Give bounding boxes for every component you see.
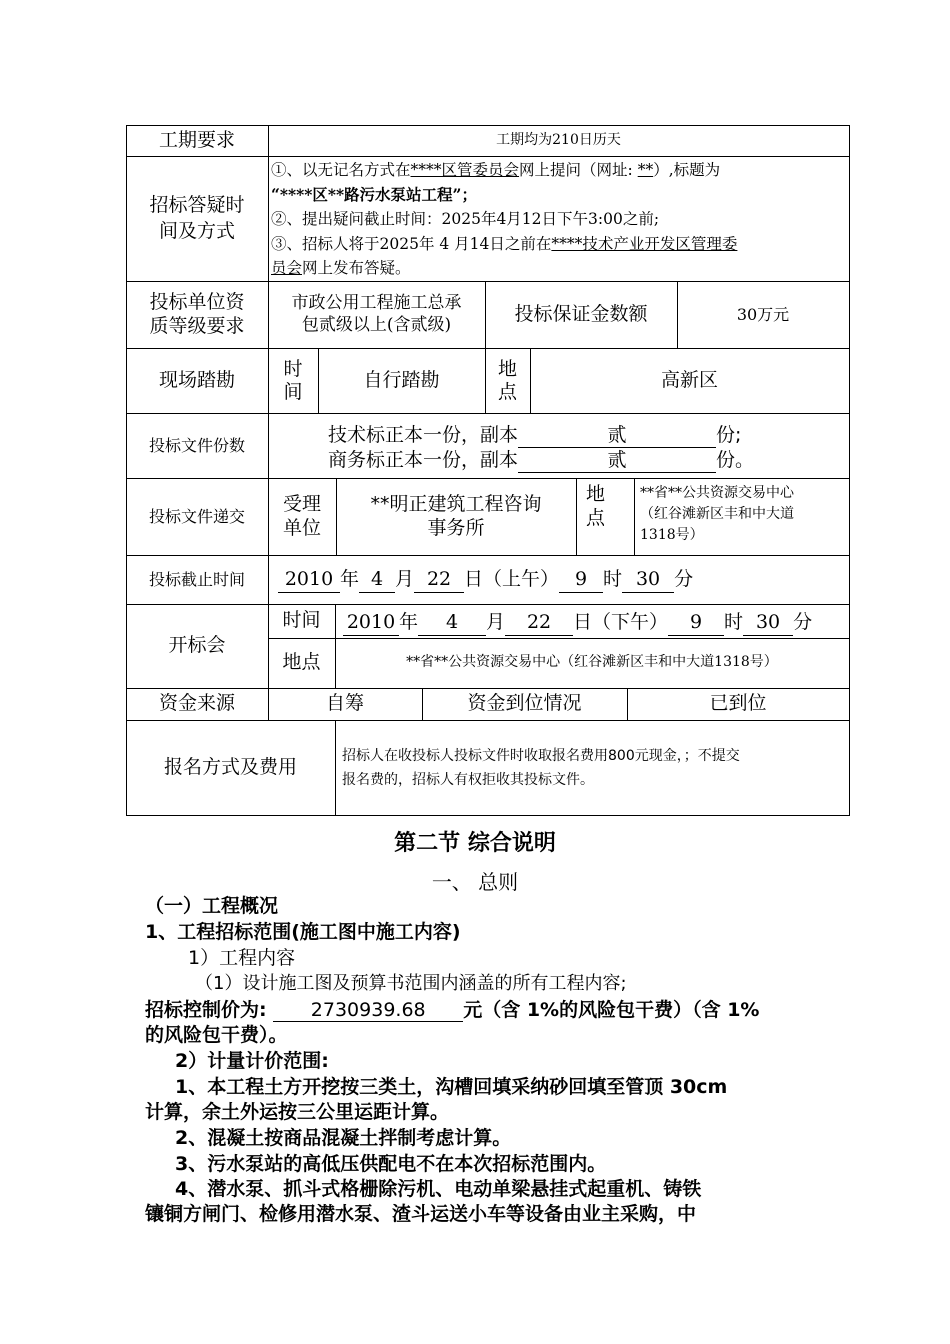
qa-l5-link: 员会 — [271, 259, 303, 277]
registration-value — [342, 744, 846, 792]
copies-tech-pre: 技术标正本一份，副本 — [328, 424, 519, 446]
qa-l4-link: ****技术产业开发区管理委 — [551, 234, 738, 253]
body-content-heading: 1）工程内容 — [188, 947, 296, 969]
deposit-value: 30万元 — [736, 304, 790, 324]
submit-unit-label-2: 单位 — [282, 516, 321, 539]
qualification-value-line2: 包贰级以上(含贰级) — [301, 314, 452, 335]
body-control-price — [145, 995, 759, 1022]
body-pricing-item2: 2、混凝土按商品混凝土拌制考虑计算。 — [175, 1127, 512, 1149]
qa-content — [271, 158, 846, 281]
qa-url: ** — [637, 161, 654, 179]
copies-tech-post: 份; — [716, 424, 742, 446]
copies-biz-pre: 商务标正本一份，副本 — [328, 449, 519, 471]
qualification-label-line2: 质等级要求 — [149, 314, 245, 337]
registration-line2: 报名费的，招标人有权拒收其投标文件。 — [342, 772, 594, 788]
qa-label — [126, 156, 268, 281]
deadline-minute-unit: 分 — [674, 568, 694, 590]
opening-label: 开标会 — [168, 634, 226, 657]
opening-time-value — [343, 609, 812, 636]
submit-place-label-1: 地 — [586, 483, 606, 505]
opening-day: 22 — [505, 609, 573, 636]
submit-unit-value-1: **明正建筑工程咨询 — [370, 492, 542, 515]
body-scope-heading: 1、工程招标范围(施工图中施工内容) — [145, 921, 461, 943]
qa-l5-post: 网上发布答疑。 — [302, 259, 411, 277]
funds-value: 自筹 — [325, 692, 364, 715]
period-value: 工期均为210日历天 — [496, 131, 621, 148]
qa-label-line1: 招标答疑时 — [149, 193, 245, 216]
qualification-value — [268, 281, 485, 348]
submit-place-value-1: **省**公共资源交易中心 — [640, 485, 794, 501]
registration-label: 报名方式及费用 — [163, 755, 297, 778]
site-time-label — [268, 348, 318, 413]
opening-month: 4 — [418, 609, 486, 636]
submit-place-label-2: 点 — [586, 507, 606, 529]
qa-l4-pre: ③、招标人将于2025年 4 月14日之前在 — [271, 234, 552, 253]
qa-l1-end: ）,标题为 — [653, 161, 721, 179]
body-pricing-item4: 4、潜水泵、抓斗式格栅除污机、电动单梁悬挂式起重机、铸铁 — [175, 1178, 702, 1200]
control-price-label: 招标控制价为: — [145, 999, 274, 1021]
site-time-label-1: 时 — [283, 357, 303, 380]
qa-l2: “****区**路污水泵站工程”； — [271, 184, 477, 204]
funds-status-value: 已到位 — [709, 692, 767, 715]
funds-label: 资金来源 — [158, 692, 235, 715]
site-place-label-1: 地 — [497, 357, 517, 380]
deadline-minute: 30 — [622, 566, 674, 593]
site-visit-label: 现场踏勘 — [158, 368, 235, 391]
deadline-hour: 9 — [559, 566, 603, 593]
submit-place-value-2: （红谷滩新区丰和中大道 — [640, 506, 794, 522]
body-pricing-heading: 2）计量计价范围: — [175, 1050, 329, 1072]
body-pricing-item1: 1、本工程土方开挖按三类土，沟槽回填采纳砂回填至管顶 30cm — [175, 1076, 728, 1098]
deadline-year-unit: 年 — [340, 568, 360, 590]
qualification-label — [126, 281, 268, 348]
deadline-value — [278, 566, 693, 593]
control-price-amount: 2730939.68 — [273, 999, 463, 1022]
submit-unit-value — [336, 478, 576, 555]
body-content-item: （1）设计施工图及预算书范围内涵盖的所有工程内容; — [195, 973, 627, 994]
copies-label: 投标文件份数 — [148, 435, 245, 455]
deadline-month-unit: 月 — [395, 568, 415, 590]
deadline-day: 22 — [414, 566, 464, 593]
submit-unit-label — [268, 478, 336, 555]
submit-place-value-3: 1318号） — [640, 527, 704, 543]
deposit-label: 投标保证金数额 — [514, 302, 648, 325]
site-place-label-2: 点 — [497, 380, 517, 403]
copies-tech-num: 贰 — [518, 423, 716, 448]
body-pricing-item3: 3、污水泵站的高低压供配电不在本次招标范围内。 — [175, 1153, 607, 1175]
qa-l1-link: ****区管委员会 — [410, 161, 520, 179]
copies-biz-post: 份。 — [716, 449, 755, 471]
section-subtitle: 一、 总则 — [431, 870, 519, 894]
body-control-price-cont: 的风险包干费）。 — [145, 1024, 288, 1046]
qa-l1-post: 网上提问（网址: — [519, 161, 638, 179]
qualification-label-line1: 投标单位资 — [149, 290, 245, 313]
body-overview-heading: （一）工程概况 — [145, 895, 279, 917]
qa-l3: ②、提出疑问截止时间：2025年4月12日下午3:00之前; — [271, 210, 660, 228]
site-place-label — [485, 348, 530, 413]
body-pricing-item1-cont: 计算，余土外运按三公里运距计算。 — [145, 1101, 450, 1123]
opening-hour: 9 — [668, 609, 724, 636]
site-time-value: 自行踏勘 — [363, 368, 440, 391]
copies-biz-num: 贰 — [518, 448, 716, 473]
opening-minute: 30 — [743, 609, 793, 636]
site-place-value: 高新区 — [660, 368, 718, 391]
opening-hour-unit: 时 — [724, 611, 744, 633]
qa-label-line2: 间及方式 — [158, 219, 235, 242]
deadline-month: 4 — [359, 566, 395, 593]
opening-minute-unit: 分 — [793, 611, 813, 633]
opening-month-unit: 月 — [486, 611, 506, 633]
deadline-day-unit: 日（上午） — [464, 568, 560, 590]
qa-l1-pre: ①、以无记名方式在 — [271, 161, 411, 179]
opening-year: 2010 — [343, 609, 399, 636]
qualification-value-line1: 市政公用工程施工总承 — [291, 293, 462, 314]
control-price-note: 元（含 1%的风险包干费）（含 1% — [463, 999, 760, 1021]
opening-place-label: 地点 — [282, 651, 321, 674]
deadline-year: 2010 — [278, 566, 340, 593]
opening-year-unit: 年 — [399, 611, 419, 633]
deadline-label: 投标截止时间 — [148, 569, 245, 589]
deadline-hour-unit: 时 — [603, 568, 623, 590]
submit-label: 投标文件递交 — [148, 506, 245, 526]
period-label: 工期要求 — [158, 128, 235, 151]
submit-unit-value-2: 事务所 — [427, 516, 485, 539]
funds-status-label: 资金到位情况 — [467, 692, 582, 715]
submit-unit-label-1: 受理 — [282, 492, 321, 515]
opening-time-label: 时间 — [282, 609, 321, 632]
site-time-label-2: 间 — [283, 380, 303, 403]
submit-place-label — [586, 482, 605, 530]
submit-place-value — [640, 483, 846, 546]
body-pricing-item4-cont: 镶铜方闸门、检修用潜水泵、渣斗运送小车等设备由业主采购，中 — [145, 1203, 697, 1225]
opening-day-unit: 日（下午） — [573, 611, 669, 633]
section-title: 第二节 综合说明 — [394, 831, 556, 856]
copies-content — [328, 423, 754, 473]
opening-place-value: **省**公共资源交易中心（红谷滩新区丰和中大道1318号） — [406, 654, 778, 671]
registration-line1: 招标人在收投标人投标文件时收取报名费用800元现金，；不提交 — [342, 748, 740, 764]
